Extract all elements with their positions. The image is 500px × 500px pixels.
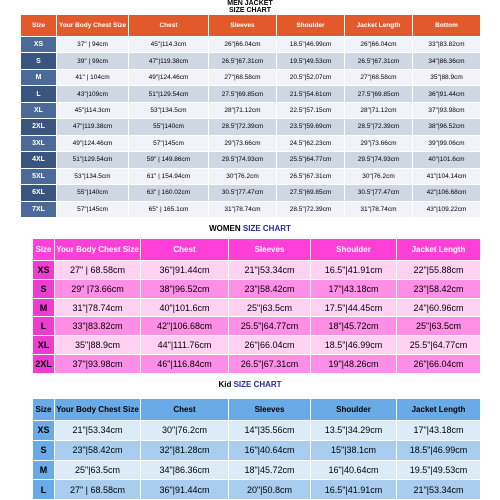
- men-size-label: XL: [21, 102, 57, 118]
- kid-table-row: [33, 460, 481, 480]
- kid-size-label: M: [33, 460, 55, 480]
- kid-measurement-cell: 13.5"|34.29cm: [311, 421, 397, 441]
- men-header-cell: Sleeves: [209, 15, 277, 37]
- men-measurement-cell: 45"|114.3cm: [129, 37, 209, 53]
- women-table-row: [33, 317, 481, 336]
- men-measurement-cell: 21.5"|54.61cm: [277, 86, 345, 102]
- men-measurement-cell: 30"|76.2cm: [209, 168, 277, 184]
- men-measurement-cell: 18.5"|46.99cm: [277, 37, 345, 53]
- men-measurement-cell: 22.5"|57.15cm: [277, 102, 345, 118]
- men-header-cell: Jacket Length: [345, 15, 413, 37]
- women-measurement-cell: 29" |73.66cm: [55, 279, 141, 298]
- men-measurement-cell: 53"|134.5cm: [129, 102, 209, 118]
- men-measurement-cell: 26"|66.04cm: [209, 37, 277, 53]
- men-table-row: [21, 185, 481, 201]
- kid-header-cell: Sleeves: [229, 399, 311, 421]
- men-measurement-cell: 59" | 149.86cm: [129, 152, 209, 168]
- men-measurement-cell: 41" | 104cm: [57, 69, 129, 85]
- women-measurement-cell: 16.5"|41.91cm: [311, 261, 397, 280]
- kid-measurement-cell: 16.5"|41.91cm: [311, 480, 397, 500]
- men-measurement-cell: 20.5"|52.07cm: [277, 69, 345, 85]
- men-size-label: 7XL: [21, 201, 57, 217]
- men-table-row: [21, 168, 481, 184]
- men-measurement-cell: 34"|86.36cm: [413, 53, 481, 69]
- men-measurement-cell: 28.5"|72.39cm: [277, 201, 345, 217]
- men-measurement-cell: 30.5"|77.47cm: [209, 185, 277, 201]
- kid-table: [32, 398, 481, 500]
- kid-measurement-cell: 25"|63.5cm: [55, 460, 141, 480]
- men-table: [20, 14, 481, 218]
- women-measurement-cell: 26.5"|67.31cm: [229, 355, 311, 374]
- women-measurement-cell: 25.5"|64.77cm: [397, 336, 481, 355]
- women-measurement-cell: 25"|63.5cm: [229, 298, 311, 317]
- women-table: [32, 238, 481, 374]
- men-size-label: 6XL: [21, 185, 57, 201]
- women-header-cell: Size: [33, 239, 55, 261]
- women-measurement-cell: 26"|66.04cm: [229, 336, 311, 355]
- kid-table-body: [33, 421, 481, 500]
- women-measurement-cell: 19"|48.26cm: [311, 355, 397, 374]
- men-measurement-cell: 61" | 154.94cm: [129, 168, 209, 184]
- women-header-cell: Shoulder: [311, 239, 397, 261]
- men-measurement-cell: 47"|119.38cm: [57, 119, 129, 135]
- kid-size-label: L: [33, 480, 55, 500]
- men-table-row: [21, 69, 481, 85]
- women-measurement-cell: 26"|66.04cm: [397, 355, 481, 374]
- men-measurement-cell: 25.5"|64.77cm: [277, 152, 345, 168]
- women-size-label: M: [33, 298, 55, 317]
- men-table-row: [21, 201, 481, 217]
- women-measurement-cell: 22"|55.88cm: [397, 261, 481, 280]
- men-header-cell: Chest: [129, 15, 209, 37]
- kid-measurement-cell: 14"|35.56cm: [229, 421, 311, 441]
- men-measurement-cell: 45"|114.3cm: [57, 102, 129, 118]
- men-measurement-cell: 26"|66.04cm: [345, 37, 413, 53]
- women-measurement-cell: 46"|116.84cm: [141, 355, 229, 374]
- men-measurement-cell: 49"|124.46cm: [129, 69, 209, 85]
- men-measurement-cell: 27.5"|69.85cm: [209, 86, 277, 102]
- men-measurement-cell: 42"|106.68cm: [413, 185, 481, 201]
- men-size-label: 4XL: [21, 152, 57, 168]
- men-measurement-cell: 28.5"|72.39cm: [209, 119, 277, 135]
- women-header-cell: Jacket Length: [397, 239, 481, 261]
- kid-measurement-cell: 17"|43.18cm: [397, 421, 481, 441]
- men-measurement-cell: 65" | 165.1cm: [129, 201, 209, 217]
- women-header-cell: Sleeves: [229, 239, 311, 261]
- men-measurement-cell: 29.5"|74.93cm: [209, 152, 277, 168]
- kid-chart-title: [0, 380, 500, 390]
- men-table-row: [21, 53, 481, 69]
- men-measurement-cell: 31"|78.74cm: [209, 201, 277, 217]
- men-table-row: [21, 37, 481, 53]
- women-measurement-cell: 35"|88.9cm: [55, 336, 141, 355]
- men-title: MEN JACKET: [227, 0, 273, 7]
- men-size-label: 3XL: [21, 135, 57, 151]
- men-measurement-cell: 27.5"|69.85cm: [345, 86, 413, 102]
- men-measurement-cell: 51"|129.54cm: [57, 152, 129, 168]
- kid-title: Kid: [218, 380, 232, 389]
- men-header-cell: Bottom: [413, 15, 481, 37]
- men-size-label: 5XL: [21, 168, 57, 184]
- women-measurement-cell: 17.5"|44.45cm: [311, 298, 397, 317]
- men-table-row: [21, 152, 481, 168]
- men-measurement-cell: 19.5"|49.53cm: [277, 53, 345, 69]
- men-measurement-cell: 36"|91.44cm: [413, 86, 481, 102]
- men-header-cell: Your Body Chest Size: [57, 15, 129, 37]
- kid-header-cell: Jacket Length: [397, 399, 481, 421]
- women-measurement-cell: 33"|83.82cm: [55, 317, 141, 336]
- men-measurement-cell: 39"|99.06cm: [413, 135, 481, 151]
- men-measurement-cell: 37" | 94cm: [57, 37, 129, 53]
- men-measurement-cell: 47"|119.38cm: [129, 53, 209, 69]
- men-measurement-cell: 53"|134.5cm: [57, 168, 129, 184]
- men-header-cell: Shoulder: [277, 15, 345, 37]
- women-header-row: [33, 239, 481, 261]
- men-header-row: [21, 15, 481, 37]
- kid-measurement-cell: 21"|53.34cm: [397, 480, 481, 500]
- men-table-row: [21, 135, 481, 151]
- men-measurement-cell: 28.5"|72.39cm: [345, 119, 413, 135]
- men-measurement-cell: 63" | 160.02cm: [129, 185, 209, 201]
- men-size-label: 2XL: [21, 119, 57, 135]
- women-measurement-cell: 24"|60.96cm: [397, 298, 481, 317]
- women-measurement-cell: 18"|45.72cm: [311, 317, 397, 336]
- men-measurement-cell: 29.5"|74.93cm: [345, 152, 413, 168]
- women-measurement-cell: 37"|93.98cm: [55, 355, 141, 374]
- men-table-row: [21, 86, 481, 102]
- men-measurement-cell: 40"|101.6cm: [413, 152, 481, 168]
- men-measurement-cell: 49"|124.46cm: [57, 135, 129, 151]
- kid-header-cell: Chest: [141, 399, 229, 421]
- kid-size-label: S: [33, 440, 55, 460]
- men-measurement-cell: 41"|104.14cm: [413, 168, 481, 184]
- women-measurement-cell: 23"|58.42cm: [229, 279, 311, 298]
- kid-measurement-cell: 19.5"|49.53cm: [397, 460, 481, 480]
- kid-measurement-cell: 34"|86.36cm: [141, 460, 229, 480]
- women-measurement-cell: 40"|101.6cm: [141, 298, 229, 317]
- women-measurement-cell: 23"|58.42cm: [397, 279, 481, 298]
- women-size-label: 2XL: [33, 355, 55, 374]
- men-size-label: S: [21, 53, 57, 69]
- men-measurement-cell: 27.5"|69.85cm: [277, 185, 345, 201]
- men-measurement-cell: 43"|109cm: [57, 86, 129, 102]
- men-measurement-cell: 30"|76.2cm: [345, 168, 413, 184]
- women-table-row: [33, 355, 481, 374]
- men-measurement-cell: 28"|71.12cm: [345, 102, 413, 118]
- kid-measurement-cell: 23"|58.42cm: [55, 440, 141, 460]
- men-subtitle: SIZE CHART: [229, 7, 271, 14]
- kid-measurement-cell: 36"|91.44cm: [141, 480, 229, 500]
- women-measurement-cell: 18.5"|46.99cm: [311, 336, 397, 355]
- women-measurement-cell: 44"|111.76cm: [141, 336, 229, 355]
- kid-table-row: [33, 480, 481, 500]
- men-measurement-cell: 29"|73.66cm: [345, 135, 413, 151]
- women-measurement-cell: 21"|53.34cm: [229, 261, 311, 280]
- kid-size-chart: [0, 376, 500, 500]
- kid-measurement-cell: 27" | 68.58cm: [55, 480, 141, 500]
- kid-size-label: XS: [33, 421, 55, 441]
- men-measurement-cell: 51"|129.54cm: [129, 86, 209, 102]
- kid-table-row: [33, 421, 481, 441]
- men-measurement-cell: 27"|68.58cm: [209, 69, 277, 85]
- kid-measurement-cell: 32"|81.28cm: [141, 440, 229, 460]
- women-table-body: [33, 261, 481, 374]
- men-measurement-cell: 26.5"|67.31cm: [277, 168, 345, 184]
- men-measurement-cell: 57"|145cm: [57, 201, 129, 217]
- men-measurement-cell: 39" | 99cm: [57, 53, 129, 69]
- kid-measurement-cell: 18.5"|46.99cm: [397, 440, 481, 460]
- women-measurement-cell: 42"|106.68cm: [141, 317, 229, 336]
- men-table-row: [21, 102, 481, 118]
- kid-measurement-cell: 15"|38.1cm: [311, 440, 397, 460]
- kid-measurement-cell: 30"|76.2cm: [141, 421, 229, 441]
- men-table-body: [21, 37, 481, 218]
- kid-measurement-cell: 18"|45.72cm: [229, 460, 311, 480]
- women-title: WOMEN: [209, 224, 241, 233]
- men-measurement-cell: 30.5"|77.47cm: [345, 185, 413, 201]
- men-size-label: M: [21, 69, 57, 85]
- women-measurement-cell: 38"|96.52cm: [141, 279, 229, 298]
- women-table-row: [33, 298, 481, 317]
- women-measurement-cell: 36"|91.44cm: [141, 261, 229, 280]
- kid-header-cell: Size: [33, 399, 55, 421]
- men-measurement-cell: 24.5"|62.23cm: [277, 135, 345, 151]
- kid-measurement-cell: 16"|40.64cm: [311, 460, 397, 480]
- men-measurement-cell: 33"|83.82cm: [413, 37, 481, 53]
- women-table-row: [33, 336, 481, 355]
- kid-measurement-cell: 16"|40.64cm: [229, 440, 311, 460]
- women-measurement-cell: 17"|43.18cm: [311, 279, 397, 298]
- women-size-label: XL: [33, 336, 55, 355]
- men-measurement-cell: 26.5"|67.31cm: [345, 53, 413, 69]
- women-size-chart: [0, 220, 500, 375]
- men-header-cell: Size: [21, 15, 57, 37]
- women-chart-title: [0, 224, 500, 234]
- women-size-label: L: [33, 317, 55, 336]
- women-table-row: [33, 279, 481, 298]
- kid-header-cell: Shoulder: [311, 399, 397, 421]
- men-chart-title: [0, 0, 500, 14]
- kid-subtitle: SIZE CHART: [233, 380, 282, 389]
- women-table-row: [33, 261, 481, 280]
- kid-header-cell: Your Body Chest Size: [55, 399, 141, 421]
- women-header-cell: Chest: [141, 239, 229, 261]
- men-measurement-cell: 27"|68.58cm: [345, 69, 413, 85]
- men-measurement-cell: 43"|109.22cm: [413, 201, 481, 217]
- women-header-cell: Your Body Chest Size: [55, 239, 141, 261]
- kid-header-row: [33, 399, 481, 421]
- women-measurement-cell: 27" | 68.58cm: [55, 261, 141, 280]
- kid-measurement-cell: 20"|50.8cm: [229, 480, 311, 500]
- men-measurement-cell: 29"|73.66cm: [209, 135, 277, 151]
- men-size-label: L: [21, 86, 57, 102]
- men-measurement-cell: 31"|78.74cm: [345, 201, 413, 217]
- men-measurement-cell: 57"|145cm: [129, 135, 209, 151]
- men-measurement-cell: 35"|88.9cm: [413, 69, 481, 85]
- men-size-chart: [0, 0, 500, 218]
- men-measurement-cell: 55"|140cm: [129, 119, 209, 135]
- women-measurement-cell: 25"|63.5cm: [397, 317, 481, 336]
- women-size-label: S: [33, 279, 55, 298]
- men-measurement-cell: 37"|93.98cm: [413, 102, 481, 118]
- women-measurement-cell: 31"|78.74cm: [55, 298, 141, 317]
- men-size-label: XS: [21, 37, 57, 53]
- men-measurement-cell: 38"|96.52cm: [413, 119, 481, 135]
- men-measurement-cell: 28"|71.12cm: [209, 102, 277, 118]
- men-measurement-cell: 26.5"|67.31cm: [209, 53, 277, 69]
- kid-table-row: [33, 440, 481, 460]
- men-measurement-cell: 23.5"|59.69cm: [277, 119, 345, 135]
- women-size-label: XS: [33, 261, 55, 280]
- women-subtitle: SIZE CHART: [242, 224, 291, 233]
- men-measurement-cell: 55"|140cm: [57, 185, 129, 201]
- men-table-row: [21, 119, 481, 135]
- women-measurement-cell: 25.5"|64.77cm: [229, 317, 311, 336]
- kid-measurement-cell: 21"|53.34cm: [55, 421, 141, 441]
